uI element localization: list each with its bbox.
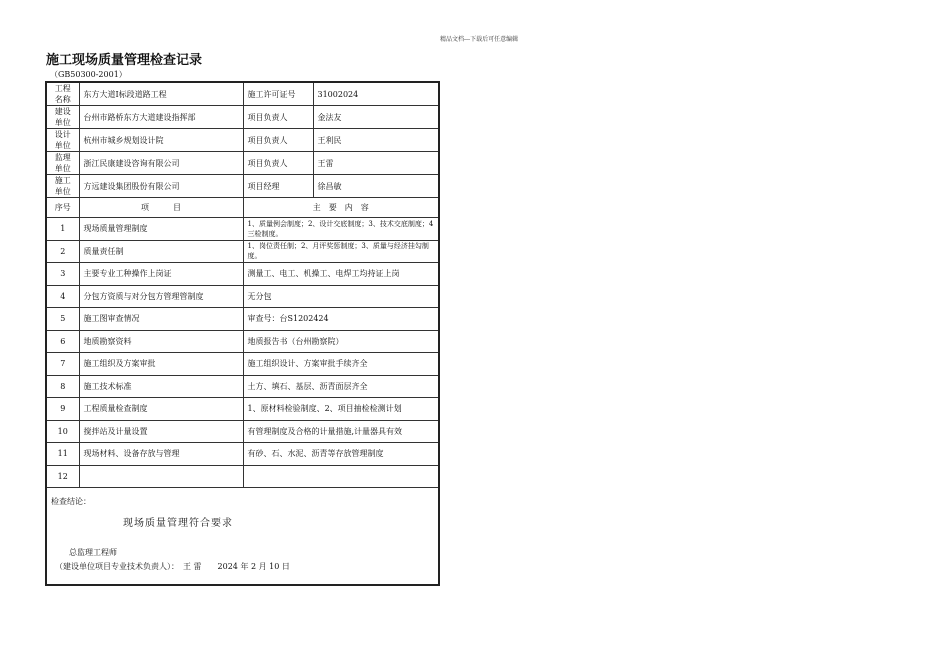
construction-value: 方远建设集团股份有限公司: [79, 175, 243, 198]
row-content: 施工组织设计、方案审批手续齐全: [243, 353, 439, 376]
row-content: 测量工、电工、机操工、电焊工均持证上岗: [243, 263, 439, 286]
row-content: 1、原材料检验制度、2、项目抽检检测计划: [243, 398, 439, 421]
info-row-project: [46, 82, 439, 106]
table-row: [46, 330, 439, 353]
info-row-supervision: [46, 152, 439, 175]
table-row: [46, 398, 439, 421]
table-row: [46, 285, 439, 308]
permit-label: 施工许可证号: [243, 82, 313, 106]
row-item: 施工组织及方案审批: [79, 353, 243, 376]
row-content: 审查号：台S1202424: [243, 308, 439, 331]
table-row: [46, 465, 439, 488]
table-row: [46, 420, 439, 443]
row-item: 搅拌站及计量设置: [79, 420, 243, 443]
row-item: 工程质量检查制度: [79, 398, 243, 421]
row-no: 11: [46, 443, 79, 466]
info-row-design: [46, 129, 439, 152]
project-name-label: 工程名称: [46, 82, 79, 106]
table-row: [46, 353, 439, 376]
row-no: 12: [46, 465, 79, 488]
conclusion-result: 现场质量管理符合要求: [123, 518, 233, 529]
row-item: 施工图审查情况: [79, 308, 243, 331]
row-no: 3: [46, 263, 79, 286]
owner-pm-value: 金法友: [313, 106, 439, 129]
row-content: 有管理制度及合格的计量措施,计量器具有效: [243, 420, 439, 443]
design-pm-label: 项目负责人: [243, 129, 313, 152]
construction-label: 施工单位: [46, 175, 79, 198]
signer-line: （建设单位项目专业技术负责人）： 王 雷 2024 年 2 月 10 日: [55, 562, 290, 571]
supervision-value: 浙江民康建设咨询有限公司: [79, 152, 243, 175]
row-no: 10: [46, 420, 79, 443]
row-content: 地质报告书（台州勘察院）: [243, 330, 439, 353]
inspection-table: [45, 81, 440, 586]
row-no: 4: [46, 285, 79, 308]
col-content-header: 主 要 内 容: [243, 198, 439, 218]
row-no: 5: [46, 308, 79, 331]
design-pm-value: 王利民: [313, 129, 439, 152]
row-item: 质量责任制: [79, 240, 243, 263]
row-content: 无分包: [243, 285, 439, 308]
signer-title: 总监理工程师: [69, 548, 117, 557]
page-title: 施工现场质量管理检查记录: [46, 53, 203, 68]
project-name-value: 东方大道Ⅰ标段道路工程: [79, 82, 243, 106]
row-no: 9: [46, 398, 79, 421]
row-content: 1、质量例会制度；2、设计交底制度；3、技术交底制度；4三检制度。: [243, 218, 439, 241]
construction-pm-label: 项目经理: [243, 175, 313, 198]
standard-code: （GB50300-2001）: [50, 70, 127, 79]
header-note: 精品文档---下载后可任意编辑: [440, 36, 519, 43]
table-row: [46, 308, 439, 331]
row-item: 施工技术标准: [79, 375, 243, 398]
row-item: [79, 465, 243, 488]
col-item-header: 项 目: [79, 198, 243, 218]
row-content: [243, 465, 439, 488]
row-no: 6: [46, 330, 79, 353]
construction-pm-value: 徐昌敏: [313, 175, 439, 198]
row-no: 1: [46, 218, 79, 241]
table-row: [46, 263, 439, 286]
row-item: 现场质量管理制度: [79, 218, 243, 241]
conclusion-row: [46, 488, 439, 586]
design-value: 杭州市城乡规划设计院: [79, 129, 243, 152]
table-row: [46, 240, 439, 263]
row-no: 8: [46, 375, 79, 398]
info-row-owner: [46, 106, 439, 129]
row-no: 2: [46, 240, 79, 263]
conclusion-label: 检查结论：: [51, 497, 91, 506]
column-header-row: [46, 198, 439, 218]
design-label: 设计单位: [46, 129, 79, 152]
owner-label: 建设单位: [46, 106, 79, 129]
conclusion-cell: [46, 488, 439, 586]
row-content: 有砂、石、水泥、沥青等存放管理制度: [243, 443, 439, 466]
info-row-construction: [46, 175, 439, 198]
row-content: 土方、填石、基层、沥青面层齐全: [243, 375, 439, 398]
supervision-pm-value: 王雷: [313, 152, 439, 175]
row-content: 1、岗位责任制；2、月评奖惩制度；3、质量与经济挂勾制度。: [243, 240, 439, 263]
row-item: 主要专业工种操作上岗证: [79, 263, 243, 286]
table-row: [46, 375, 439, 398]
row-no: 7: [46, 353, 79, 376]
supervision-label: 监理单位: [46, 152, 79, 175]
table-row: [46, 218, 439, 241]
row-item: 现场材料、设备存放与管理: [79, 443, 243, 466]
permit-value: 31002024: [313, 82, 439, 106]
table-row: [46, 443, 439, 466]
row-item: 地质勘察资料: [79, 330, 243, 353]
supervision-pm-label: 项目负责人: [243, 152, 313, 175]
row-item: 分包方资质与对分包方管理管制度: [79, 285, 243, 308]
owner-value: 台州市路桥东方大道建设指挥部: [79, 106, 243, 129]
owner-pm-label: 项目负责人: [243, 106, 313, 129]
col-no-header: 序号: [46, 198, 79, 218]
